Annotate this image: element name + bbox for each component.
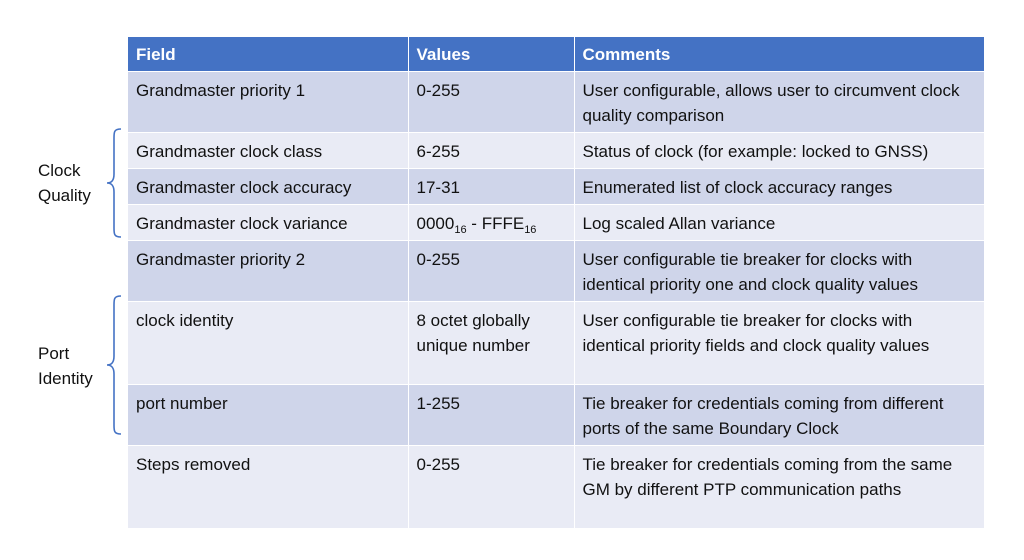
ptp-attributes-table bbox=[128, 37, 984, 528]
variance-end-subscript: 16 bbox=[524, 224, 537, 236]
clock-quality-label bbox=[38, 158, 91, 208]
cell-comments: User configurable tie breaker for clocks with identical priority one and clock quality values bbox=[574, 241, 984, 302]
table-row bbox=[128, 385, 984, 446]
clock-quality-brace-icon bbox=[104, 128, 124, 238]
cell-comments: Log scaled Allan variance bbox=[574, 205, 984, 241]
cell-comments: User configurable tie breaker for clocks with identical priority fields and clock quality values bbox=[574, 302, 984, 385]
port-identity-label-line1: Port bbox=[38, 344, 70, 363]
cell-comments: User configurable, allows user to circumvent clock quality comparison bbox=[574, 72, 984, 133]
table-row bbox=[128, 241, 984, 302]
cell-comments: Tie breaker for credentials coming from the same GM by different PTP communication paths bbox=[574, 446, 984, 529]
cell-comments: Tie breaker for credentials coming from different ports of the same Boundary Clock bbox=[574, 385, 984, 446]
table-row bbox=[128, 205, 984, 241]
cell-values: 17-31 bbox=[408, 169, 574, 205]
cell-values: 0-255 bbox=[408, 446, 574, 529]
header-field: Field bbox=[128, 37, 408, 72]
cell-values: 0-255 bbox=[408, 72, 574, 133]
port-identity-label bbox=[38, 341, 93, 391]
cell-comments: Enumerated list of clock accuracy ranges bbox=[574, 169, 984, 205]
table-row bbox=[128, 446, 984, 529]
cell-field: Grandmaster priority 1 bbox=[128, 72, 408, 133]
variance-end: FFFE bbox=[481, 214, 525, 233]
cell-comments: Status of clock (for example: locked to GNSS) bbox=[574, 133, 984, 169]
cell-field: Grandmaster clock variance bbox=[128, 205, 408, 241]
cell-values: 0-255 bbox=[408, 241, 574, 302]
table-row bbox=[128, 72, 984, 133]
table-row bbox=[128, 302, 984, 385]
cell-field: Grandmaster clock accuracy bbox=[128, 169, 408, 205]
cell-values: 8 octet globally unique number bbox=[408, 302, 574, 385]
variance-start-subscript: 16 bbox=[454, 224, 467, 236]
clock-quality-label-line2: Quality bbox=[38, 186, 91, 205]
clock-quality-label-line1: Clock bbox=[38, 161, 81, 180]
cell-field: clock identity bbox=[128, 302, 408, 385]
cell-field: port number bbox=[128, 385, 408, 446]
variance-separator: - bbox=[466, 214, 482, 233]
variance-start: 0000 bbox=[416, 214, 455, 233]
header-values: Values bbox=[408, 37, 574, 72]
port-identity-brace-icon bbox=[104, 295, 124, 435]
table-header-row bbox=[128, 37, 984, 72]
cell-values bbox=[408, 205, 574, 241]
table-row bbox=[128, 133, 984, 169]
cell-values: 1-255 bbox=[408, 385, 574, 446]
cell-field: Steps removed bbox=[128, 446, 408, 529]
cell-field: Grandmaster clock class bbox=[128, 133, 408, 169]
table-row bbox=[128, 169, 984, 205]
header-comments: Comments bbox=[574, 37, 984, 72]
cell-field: Grandmaster priority 2 bbox=[128, 241, 408, 302]
cell-values: 6-255 bbox=[408, 133, 574, 169]
port-identity-label-line2: Identity bbox=[38, 369, 93, 388]
